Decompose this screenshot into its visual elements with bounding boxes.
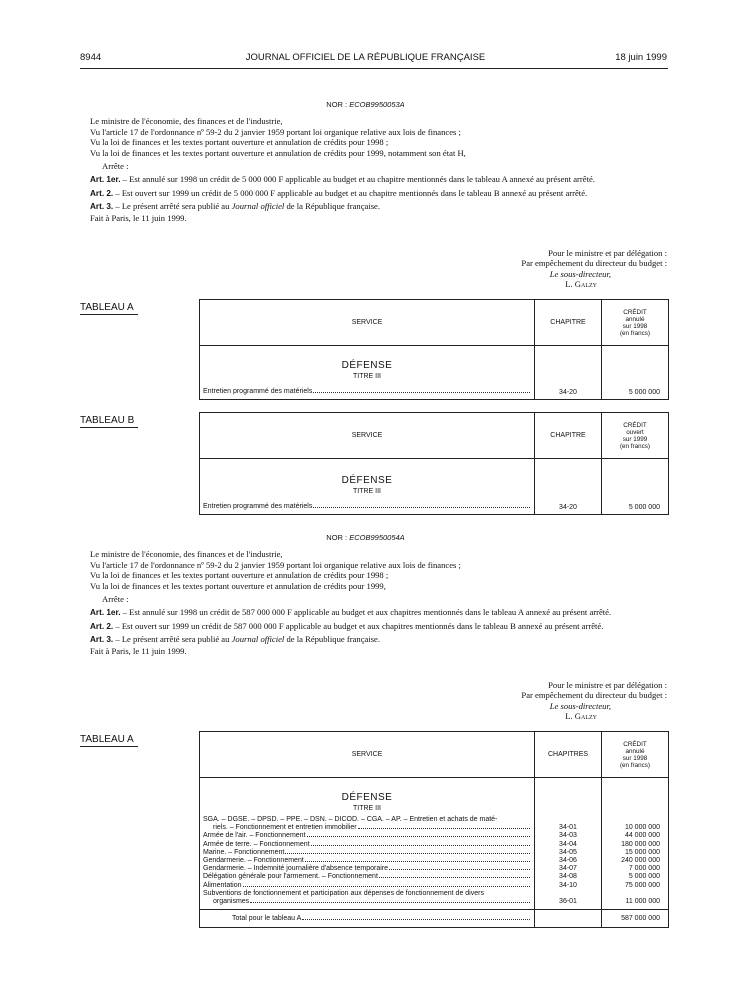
service-line — [203, 849, 531, 857]
column-header-chapitres: CHAPITRES — [535, 732, 602, 778]
credit-value: 44 000 000 — [624, 832, 660, 840]
credit-value: 10 000 000 — [624, 824, 660, 832]
titre-label: TITRE III — [353, 805, 381, 812]
service-name: Délégation générale pour l'armement. – Fonctionnement — [203, 873, 378, 881]
chapitre-value: 34-06 — [559, 857, 577, 865]
service-line: Subventions de fonctionnement et participation aux dépenses de fonctionnement de divers — [203, 889, 484, 897]
article-2 — [90, 188, 668, 200]
section-title: DÉFENSE — [341, 792, 393, 803]
spacer — [602, 890, 660, 898]
leader-dots — [305, 861, 530, 862]
total-empty-cell — [535, 910, 602, 928]
fait-a-paris: Fait à Paris, le 11 juin 1999. — [90, 645, 187, 656]
leader-dots — [389, 869, 530, 870]
tableau-a-label: TABLEAU A — [80, 302, 138, 315]
service-line — [203, 388, 531, 396]
article-text: de la République française. — [284, 201, 381, 212]
preamble-line: Vu l'article 17 de l'ordonnance nº 59-2 du 2 janvier 1959 portant loi organique relative aux lois de finances ; — [90, 126, 461, 137]
signature-line: Par empêchement du directeur du budget : — [521, 258, 667, 269]
arrete-heading: Arrête : — [102, 594, 129, 605]
signature-block-1 — [407, 248, 667, 290]
signature-name: L. Galzy — [565, 279, 597, 290]
tableau-a-table-2 — [199, 731, 669, 928]
titre-label: TITRE III — [353, 487, 381, 495]
table-header-row — [200, 300, 669, 346]
table-row — [200, 346, 669, 400]
signature-role: Le sous-directeur, — [549, 268, 611, 279]
nor-code: ECOB9950054A — [349, 533, 405, 542]
fait-a-paris: Fait à Paris, le 11 juin 1999. — [90, 212, 187, 223]
article-2 — [90, 621, 668, 633]
signature-line: Pour le ministre et par délégation : — [548, 248, 667, 258]
tableau-a-label-2: TABLEAU A — [80, 734, 138, 747]
service-cell — [200, 346, 535, 400]
service-cell — [200, 778, 535, 910]
chapitre-cell: 34-20 — [535, 459, 602, 515]
chapitres-cell — [535, 778, 602, 910]
leader-dots — [285, 853, 530, 854]
credit-value: 11 000 000 — [625, 898, 660, 906]
service-line — [203, 503, 531, 511]
table-row — [200, 459, 669, 515]
article-1 — [90, 174, 668, 186]
article-text: – Le présent arrêté sera publié au — [113, 201, 232, 212]
service-name: Armée de l'air. – Fonctionnement — [203, 832, 306, 840]
leader-dots — [302, 919, 530, 920]
service-name: Entretien programmé des matériels — [203, 387, 313, 395]
article-1 — [90, 607, 668, 619]
credit-header-line: (en francs) — [619, 761, 651, 769]
service-name: Entretien programmé des matériels — [203, 502, 313, 510]
leader-dots — [313, 392, 530, 393]
preamble-line: Vu la loi de finances et les textes portant ouverture et annulation de crédits pour 1999, — [90, 580, 386, 591]
chapitre-value: 34-05 — [559, 848, 577, 856]
total-value: 587 000 000 — [602, 910, 669, 928]
credit-header-line: annulé — [625, 747, 645, 755]
total-label-cell — [200, 910, 535, 928]
nor-reference-1 — [0, 100, 731, 109]
preamble-line: Le ministre de l'économie, des finances et de l'industrie, — [90, 549, 283, 559]
service-line — [203, 824, 531, 832]
leader-dots — [379, 877, 530, 878]
nor-code: ECOB9950053A — [349, 100, 405, 109]
tableau-b-table — [199, 412, 669, 515]
leader-dots — [250, 902, 530, 903]
service-line — [203, 841, 531, 849]
decree-1-body — [90, 116, 668, 223]
service-line — [203, 857, 531, 865]
journal-name: Journal officiel — [231, 201, 285, 212]
preamble-line: Vu la loi de finances et les textes portant ouverture et annulation de crédits pour 1999, notamment son état H, — [90, 147, 466, 158]
credit-header-line: CRÉDIT — [623, 308, 647, 316]
article-label: Art. 1er. — [90, 607, 121, 617]
service-name: Alimentation — [203, 881, 242, 889]
table-header-row — [200, 732, 669, 778]
table-header-row — [200, 413, 669, 459]
credit-header-line: CRÉDIT — [623, 421, 647, 429]
spacer — [535, 890, 601, 898]
chapitre-value: 34-04 — [559, 840, 577, 848]
leader-dots — [243, 886, 530, 887]
column-header-credit — [602, 413, 669, 459]
article-label: Art. 3. — [90, 635, 114, 645]
nor-reference-2 — [0, 533, 731, 542]
preamble-line: Vu la loi de finances et les textes portant ouverture et annulation de crédits pour 1998 ; — [90, 137, 389, 148]
chapitre-value: 34-07 — [559, 865, 577, 873]
service-line — [203, 832, 531, 840]
column-header-credit — [602, 300, 669, 346]
service-line — [203, 873, 531, 881]
leader-dots — [313, 507, 530, 508]
credit-value: 75 000 000 — [624, 881, 660, 889]
column-header-service: SERVICE — [200, 413, 535, 459]
credit-value: 7 000 000 — [628, 865, 660, 873]
preamble-line: Vu la loi de finances et les textes portant ouverture et annulation de crédits pour 1998 ; — [90, 570, 389, 581]
service-name: Gendarmerie. – Indemnité journalière d'absence temporaire — [203, 865, 388, 873]
service-name: Marine. – Fonctionnement — [203, 848, 285, 856]
chapitre-value: 34-08 — [559, 873, 577, 881]
journal-title: JOURNAL OFFICIEL DE LA RÉPUBLIQUE FRANÇAISE — [245, 52, 486, 63]
article-3 — [90, 201, 668, 213]
signature-block-2 — [407, 680, 667, 722]
chapitre-value: 34-03 — [559, 832, 577, 840]
page-number: 8944 — [80, 52, 102, 63]
leader-dots — [311, 845, 530, 846]
chapitre-value: 36-01 — [559, 898, 577, 906]
credit-header-line: sur 1999 — [622, 435, 648, 443]
credit-cell: 5 000 000 — [602, 346, 669, 400]
service-line — [203, 898, 531, 906]
service-name: organismes — [213, 898, 250, 906]
article-label: Art. 1er. — [90, 174, 121, 184]
chapitre-value: 34-10 — [559, 881, 577, 889]
article-text: – Le présent arrêté sera publié au — [113, 634, 232, 645]
service-line — [203, 882, 531, 890]
signature-name: L. Galzy — [565, 711, 597, 722]
header-rule — [80, 68, 668, 69]
total-row — [200, 910, 669, 928]
total-line — [232, 915, 531, 923]
article-text: – Est ouvert sur 1999 un crédit de 587 000 000 F applicable au budget et aux chapitres mentionnés dans le tableau B annexé au présent arrêté. — [113, 620, 604, 631]
tableau-a-table — [199, 299, 669, 400]
credit-value: 5 000 000 — [628, 873, 660, 881]
column-header-service: SERVICE — [200, 732, 535, 778]
credit-header-line: (en francs) — [619, 329, 651, 337]
journal-name: Journal officiel — [231, 634, 285, 645]
signature-line: Par empêchement du directeur du budget : — [521, 690, 667, 701]
table-row — [200, 778, 669, 910]
signature-role: Le sous-directeur, — [549, 700, 611, 711]
section-title: DÉFENSE — [341, 474, 393, 486]
article-label: Art. 3. — [90, 202, 114, 212]
article-label: Art. 2. — [90, 188, 114, 198]
total-label: Total pour le tableau A — [232, 914, 302, 922]
preamble-line: Le ministre de l'économie, des finances et de l'industrie, — [90, 116, 283, 126]
leader-dots — [307, 836, 530, 837]
credit-value: 15 000 000 — [624, 848, 660, 856]
service-name: Armée de terre. – Fonctionnement — [203, 840, 310, 848]
nor-prefix: NOR : — [326, 100, 348, 109]
issue-date: 18 juin 1999 — [615, 52, 667, 63]
tableau-b-label: TABLEAU B — [80, 415, 138, 428]
service-cell — [200, 459, 535, 515]
service-name: Gendarmerie. – Fonctionnement — [203, 857, 304, 865]
article-text: – Est annulé sur 1998 un crédit de 587 000 000 F applicable au budget et aux chapitres mentionnés dans le tableau A annexé au présent arrêté. — [120, 606, 612, 617]
section-title: DÉFENSE — [341, 359, 393, 371]
article-label: Art. 2. — [90, 621, 114, 631]
leader-dots — [358, 828, 530, 829]
decree-2-body — [90, 549, 668, 656]
credit-cell: 5 000 000 — [602, 459, 669, 515]
chapitre-cell: 34-20 — [535, 346, 602, 400]
article-text: – Est annulé sur 1998 un crédit de 5 000 000 F applicable au budget et au chapitre mentionnés dans le tableau A annexé au présent arrêté. — [120, 173, 595, 184]
column-header-chapitre: CHAPITRE — [535, 413, 602, 459]
credit-header-line: sur 1998 — [622, 754, 648, 762]
chapitre-value: 34-01 — [559, 824, 577, 832]
column-header-chapitre: CHAPITRE — [535, 300, 602, 346]
service-line — [203, 865, 531, 873]
article-text: de la République française. — [284, 634, 381, 645]
titre-label: TITRE III — [353, 372, 381, 380]
credits-cell — [602, 778, 669, 910]
credit-header-line: sur 1998 — [622, 322, 648, 330]
service-name: riels. – Fonctionnement et entretien immobilier — [213, 824, 357, 832]
column-header-service: SERVICE — [200, 300, 535, 346]
signature-line: Pour le ministre et par délégation : — [548, 680, 667, 690]
credit-header-line: ouvert — [626, 428, 644, 436]
preamble-line: Vu l'article 17 de l'ordonnance nº 59-2 du 2 janvier 1959 portant loi organique relative aux lois de finances ; — [90, 559, 461, 570]
credit-header-line: (en francs) — [619, 442, 651, 450]
credit-value: 240 000 000 — [621, 857, 660, 865]
credit-header-line: CRÉDIT — [623, 740, 647, 748]
article-text: – Est ouvert sur 1999 un crédit de 5 000 000 F applicable au budget et au chapitre mentionnés dans le tableau B annexé au présent arrêté. — [113, 187, 588, 198]
column-header-credit — [602, 732, 669, 778]
service-line: SGA. – DGSE. – DPSD. – PPE. – DSN. – DICOD. – CGA. – AP. – Entretien et achats de maté- — [203, 816, 498, 823]
credit-header-line: annulé — [625, 315, 645, 323]
credit-value: 180 000 000 — [621, 840, 660, 848]
nor-prefix: NOR : — [326, 533, 348, 542]
arrete-heading: Arrête : — [102, 161, 129, 172]
article-3 — [90, 634, 668, 646]
